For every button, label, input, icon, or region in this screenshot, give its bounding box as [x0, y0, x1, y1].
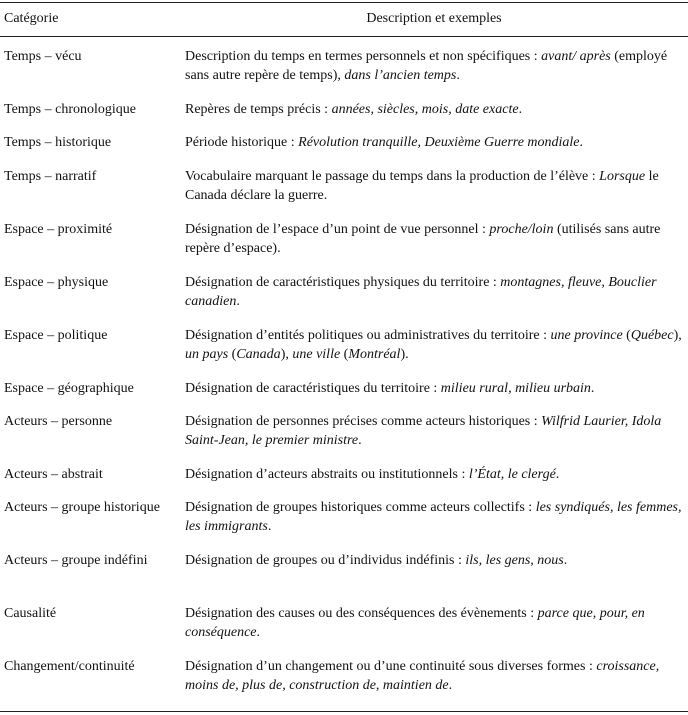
- example-text: Québec: [630, 328, 674, 343]
- example-text: Lorsque: [599, 169, 646, 184]
- example-text: une province: [550, 328, 623, 343]
- row-category: Espace – physique: [4, 275, 109, 290]
- header-description: Description et exemples: [366, 11, 502, 26]
- description-text: Période historique :: [185, 135, 299, 150]
- row-category: Temps – vécu: [4, 49, 82, 64]
- example-text: Wilfrid Laurier, Idola Saint-Jean, le premier ministre: [185, 414, 662, 448]
- description-text: (: [622, 328, 631, 343]
- row-category: Acteurs – personne: [4, 414, 113, 429]
- example-text: un pays: [185, 347, 229, 362]
- description-text: Désignation des causes ou des conséquences des évènements :: [185, 606, 538, 621]
- description-text: .: [518, 102, 523, 117]
- row-description: [185, 657, 685, 695]
- description-text: .: [456, 68, 460, 83]
- description-text: (: [228, 347, 237, 362]
- example-text: l’État, le clergé: [468, 467, 556, 482]
- table-bottom-rule: [0, 711, 688, 712]
- description-text: Désignation de personnes précises comme acteurs historiques :: [185, 414, 542, 429]
- example-text: les syndiqués, les femmes, les immigrants: [185, 500, 682, 534]
- description-text: Désignation de l’espace d’un point de vue personnel :: [185, 222, 490, 237]
- row-description: [185, 551, 685, 570]
- row-description: [185, 133, 685, 152]
- description-text: Repères de temps précis :: [185, 102, 332, 117]
- description-text: Désignation d’entités politiques ou administratives du territoire :: [185, 328, 551, 343]
- row-category: Espace – politique: [4, 328, 108, 343]
- example-text: Révolution tranquille, Deuxième Guerre mondiale: [298, 135, 580, 150]
- description-text: .: [358, 433, 362, 448]
- description-text: Désignation de groupes ou d’individus indéfinis :: [185, 553, 466, 568]
- example-text: années, siècles, mois, date exacte: [331, 102, 519, 117]
- row-category: Acteurs – groupe indéfini: [4, 553, 148, 568]
- description-text: Désignation de caractéristiques physiques du territoire :: [185, 275, 501, 290]
- description-text: Description du temps en termes personnels et non spécifiques :: [185, 49, 542, 64]
- description-text: Désignation d’acteurs abstraits ou institutionnels :: [185, 467, 469, 482]
- description-text: ),: [280, 347, 293, 362]
- row-category: Changement/continuité: [4, 659, 135, 674]
- row-category: Temps – chronologique: [4, 102, 136, 117]
- description-text: (: [340, 347, 349, 362]
- header-category: Catégorie: [4, 11, 59, 26]
- row-description: [185, 465, 685, 484]
- row-category: Causalité: [4, 606, 57, 621]
- row-description: [185, 326, 685, 364]
- row-description: [185, 273, 685, 311]
- example-text: Canada: [236, 347, 281, 362]
- example-text: avant/ après: [541, 49, 611, 64]
- example-text: milieu rural, milieu urbain: [440, 381, 591, 396]
- example-text: Montréal: [348, 347, 401, 362]
- row-description: [185, 167, 685, 205]
- row-description: [185, 604, 685, 642]
- description-text: Vocabulaire marquant le passage du temps dans la production de l’élève :: [185, 169, 600, 184]
- description-text: ).: [400, 347, 409, 362]
- description-text: .: [236, 294, 240, 309]
- description-text: (utilisés sans autre repère d’espace).: [185, 222, 661, 256]
- example-text: proche/loin: [489, 222, 554, 237]
- description-text: .: [267, 519, 272, 534]
- example-text: montagnes, fleuve, Bouclier canadien: [185, 275, 657, 309]
- example-text: parce que, pour, en conséquence: [185, 606, 645, 640]
- description-text: le Canada déclare la guerre.: [185, 169, 659, 203]
- row-category: Espace – proximité: [4, 222, 113, 237]
- row-description: [185, 100, 685, 119]
- row-category: Temps – narratif: [4, 169, 97, 184]
- example-text: dans l’ancien temps: [344, 68, 457, 83]
- row-description: [185, 220, 685, 258]
- row-category: Espace – géographique: [4, 381, 134, 396]
- example-text: ils, les gens, nous: [465, 553, 564, 568]
- table-header-rule: [0, 36, 688, 37]
- description-text: .: [590, 381, 595, 396]
- example-text: croissance, moins de, plus de, construction de, maintien de: [185, 659, 660, 693]
- row-description: [185, 47, 685, 85]
- row-category: Acteurs – abstrait: [4, 467, 103, 482]
- description-text: Désignation de groupes historiques comme acteurs collectifs :: [185, 500, 536, 515]
- description-text: (employé sans autre repère de temps),: [185, 49, 668, 83]
- table-top-rule: [0, 2, 688, 3]
- row-category: Acteurs – groupe historique: [4, 500, 160, 515]
- description-text: ),: [673, 328, 682, 343]
- description-text: Désignation d’un changement ou d’une continuité sous diverses formes :: [185, 659, 597, 674]
- row-description: [185, 412, 685, 450]
- description-text: Désignation de caractéristiques du territoire :: [185, 381, 441, 396]
- description-text: .: [579, 135, 584, 150]
- row-category: Temps – historique: [4, 135, 112, 150]
- row-description: [185, 379, 685, 398]
- description-text: .: [563, 553, 568, 568]
- description-text: .: [448, 678, 453, 693]
- example-text: une ville: [292, 347, 341, 362]
- row-description: [185, 498, 685, 536]
- description-text: .: [256, 625, 261, 640]
- description-text: .: [555, 467, 560, 482]
